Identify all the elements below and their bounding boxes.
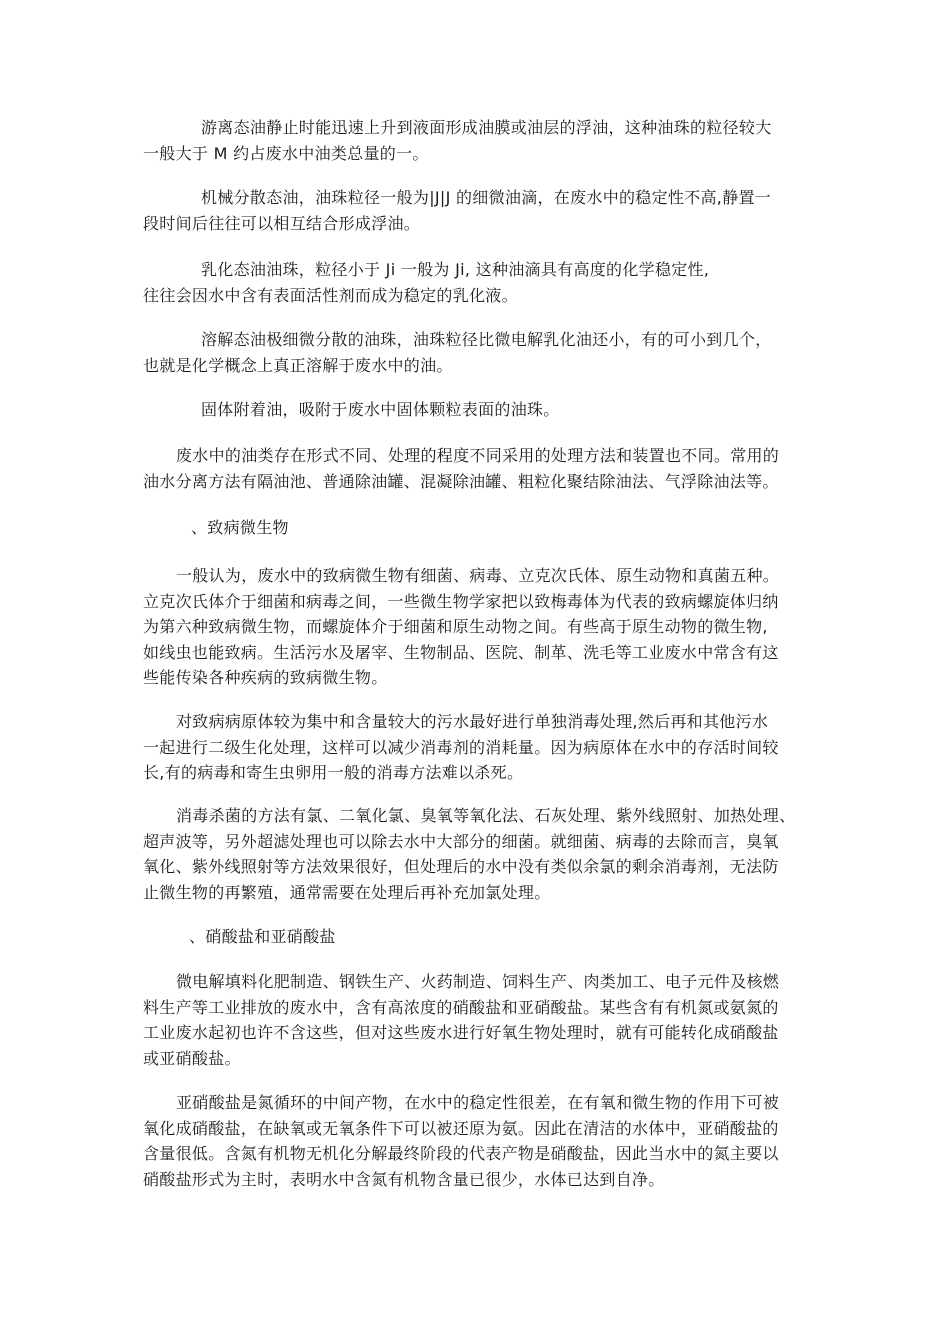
paragraph-emulsified-oil — [143, 257, 813, 308]
paragraph-oil-separation — [143, 443, 813, 494]
text-line: 或亚硝酸盐。 — [143, 1048, 241, 1068]
paragraph-solid-attached-oil — [143, 397, 813, 423]
text-line: 一般大于 M 约占废水中油类总量的一。 — [143, 143, 429, 163]
paragraph-disinfection-methods — [143, 803, 813, 905]
paragraph-dissolved-oil — [143, 327, 813, 378]
text-line: 为第六种致病微生物，而螺旋体介于细菌和原生动物之间。有些高于原生动物的微生物, — [143, 617, 768, 636]
text-line: 如线虫也能致病。生活污水及屠宰、生物制品、医院、制革、洗毛等工业废水中常含有这 — [143, 642, 779, 662]
paragraph-nitrite-cycle — [143, 1090, 813, 1192]
text-line: 往往会因水中含有表面活性剂而成为稳定的乳化液。 — [143, 285, 518, 305]
text-line: 长,有的病毒和寄生虫卵用一般的消毒方法难以杀死。 — [143, 763, 524, 782]
text-line: 固体附着油，吸附于废水中固体颗粒表面的油珠。 — [201, 400, 560, 419]
text-line: 立克次氏体介于细菌和病毒之间，一些微生物学家把以致梅毒体为代表的致病螺旋体归纳 — [143, 591, 779, 611]
text-line: 也就是化学概念上真正溶解于废水中的油。 — [143, 355, 453, 375]
text-line: 游离态油静止时能迅速上升到液面形成油膜或油层的浮油，这种油珠的粒径较大 — [201, 118, 772, 137]
text-line: 一般认为，废水中的致病微生物有细菌、病毒、立克次氏体、原生动物和真菌五种。 — [176, 566, 780, 585]
paragraph-dispersed-oil — [143, 185, 813, 236]
text-line: 油水分离方法有隔油池、普通除油罐、混凝除油罐、粗粒化聚结除油法、气浮除油法等。 — [143, 471, 779, 491]
text-line: 超声波等，另外超滤处理也可以除去水中大部分的细菌。就细菌、病毒的去除而言，臭氧 — [143, 831, 779, 851]
section-heading-pathogens: 、致病微生物 — [191, 518, 289, 537]
text-line: 料生产等工业排放的废水中，含有高浓度的硝酸盐和亚硝酸盐。某些含有有机氮或氨氮的 — [143, 997, 779, 1017]
text-line: 些能传染各种疾病的致病微生物。 — [143, 668, 388, 687]
text-line: 氧化、紫外线照射等方法效果很好，但处理后的水中没有类似余氯的剩余消毒剂，无法防 — [143, 857, 779, 876]
text-line: 硝酸盐形式为主时，表明水中含氮有机物含量已很少，水体已达到自净。 — [143, 1169, 665, 1189]
text-line: 一起进行二级生化处理，这样可以减少消毒剂的消耗量。因为病原体在水中的存活时间较 — [143, 737, 779, 757]
text-line: 止微生物的再繁殖，通常需要在处理后再补充加氯处理。 — [143, 882, 551, 902]
text-line: 对致病病原体较为集中和含量较大的污水最好进行单独消毒处理,然后再和其他污水 — [176, 712, 769, 731]
text-line: 废水中的油类存在形式不同、处理的程度不同采用的处理方法和装置也不同。常用的 — [176, 446, 780, 465]
paragraph-nitrate-sources — [143, 969, 813, 1071]
text-line: 氧化成硝酸盐，在缺氧或无氧条件下可以被还原为氨。因此在清洁的水体中，亚硝酸盐的 — [143, 1118, 779, 1138]
paragraph-separate-disinfection — [143, 709, 813, 786]
paragraph-pathogen-types — [143, 563, 813, 691]
section-heading-nitrates: 、硝酸盐和亚硝酸盐 — [189, 927, 336, 946]
text-line: 机械分散态油，油珠粒径一般为|J|J 的细微油滴，在废水中的稳定性不高,静置一 — [201, 188, 772, 207]
text-line: 段时间后往往可以相互结合形成浮油。 — [143, 213, 421, 233]
text-line: 微电解填料化肥制造、钢铁生产、火药制造、饲料生产、肉类加工、电子元件及核燃 — [176, 972, 780, 991]
text-line: 乳化态油油珠，粒径小于 Ji 一般为 Ji, 这种油滴具有高度的化学稳定性, — [201, 260, 710, 279]
text-line: 消毒杀菌的方法有氯、二氧化氯、臭氧等氧化法、石灰处理、紫外线照射、加热处理、 — [176, 806, 796, 825]
text-line: 亚硝酸盐是氮循环的中间产物，在水中的稳定性很差，在有氧和微生物的作用下可被 — [176, 1093, 780, 1112]
text-line: 溶解态油极细微分散的油珠，油珠粒径比微电解乳化油还小，有的可小到几个， — [201, 330, 772, 349]
text-line: 工业废水起初也许不含这些，但对这些废水进行好氧生物处理时，就有可能转化成硝酸盐 — [143, 1023, 779, 1042]
text-line: 含量很低。含氮有机物无机化分解最终阶段的代表产物是硝酸盐，因此当水中的氮主要以 — [143, 1144, 779, 1163]
paragraph-free-oil — [143, 115, 813, 166]
